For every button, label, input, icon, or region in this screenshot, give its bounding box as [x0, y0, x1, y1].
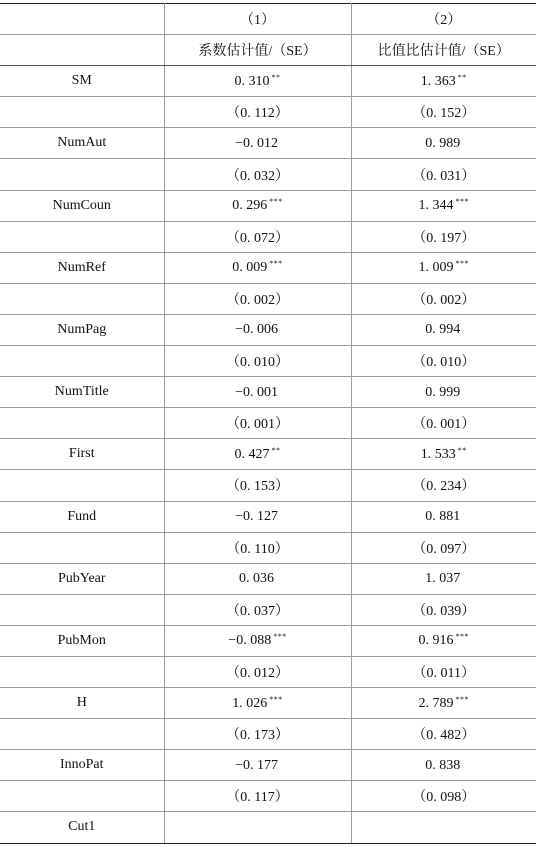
estimate-value: 0. 994 — [425, 322, 461, 338]
significance-stars: *** — [269, 259, 283, 269]
odds-ratio-estimate — [351, 501, 536, 532]
coef-estimate — [164, 688, 351, 719]
estimate-value: 0. 427 — [234, 446, 270, 462]
standard-error-row — [0, 346, 536, 377]
variable-name: NumRef — [0, 252, 164, 283]
estimate-value: 0. 296 — [232, 198, 268, 214]
coef-estimate — [164, 501, 351, 532]
standard-error-row — [0, 221, 536, 252]
coef-standard-error: （0. 037） — [164, 594, 351, 625]
coef-estimate — [164, 128, 351, 159]
odds-ratio-standard-error: （0. 010） — [351, 346, 536, 377]
estimate-value: 0. 999 — [425, 384, 461, 400]
empty-label-cell — [0, 719, 164, 750]
standard-error-row — [0, 283, 536, 314]
empty-cell — [164, 812, 351, 843]
estimate-value: 1. 026 — [232, 695, 268, 711]
coef-standard-error: （0. 032） — [164, 159, 351, 190]
empty-label-cell — [0, 656, 164, 687]
regression-table — [0, 3, 536, 844]
coef-estimate — [164, 750, 351, 781]
estimate-value: 1. 363 — [420, 73, 456, 89]
odds-ratio-standard-error: （0. 031） — [351, 159, 536, 190]
estimate-value: 0. 916 — [418, 633, 454, 649]
empty-label-cell — [0, 97, 164, 128]
odds-ratio-standard-error: （0. 097） — [351, 532, 536, 563]
odds-ratio-estimate — [351, 252, 536, 283]
estimate-value: 1. 009 — [418, 260, 454, 276]
odds-ratio-estimate — [351, 750, 536, 781]
empty-cell — [351, 812, 536, 843]
header-coef-label: 系数估计值/（SE） — [164, 35, 351, 66]
odds-ratio-standard-error: （0. 039） — [351, 594, 536, 625]
standard-error-row — [0, 470, 536, 501]
odds-ratio-standard-error: （0. 001） — [351, 408, 536, 439]
estimate-value: 0. 881 — [425, 509, 461, 525]
coef-standard-error: （0. 002） — [164, 283, 351, 314]
odds-ratio-standard-error: （0. 002） — [351, 283, 536, 314]
estimate-row — [0, 66, 536, 97]
estimate-row — [0, 563, 536, 594]
odds-ratio-estimate — [351, 439, 536, 470]
header-model-1: （1） — [164, 4, 351, 35]
variable-name: PubMon — [0, 625, 164, 656]
odds-ratio-standard-error: （0. 011） — [351, 656, 536, 687]
significance-stars: *** — [455, 259, 469, 269]
odds-ratio-standard-error: （0. 098） — [351, 781, 536, 812]
coef-estimate — [164, 190, 351, 221]
variable-name: First — [0, 439, 164, 470]
coef-estimate — [164, 66, 351, 97]
standard-error-row — [0, 532, 536, 563]
odds-ratio-standard-error: （0. 482） — [351, 719, 536, 750]
estimate-value: 1. 533 — [420, 446, 456, 462]
estimate-value: −0. 088 — [228, 633, 272, 649]
standard-error-row — [0, 408, 536, 439]
variable-name: NumCoun — [0, 190, 164, 221]
variable-name: H — [0, 688, 164, 719]
significance-stars: *** — [455, 632, 469, 642]
estimate-row — [0, 252, 536, 283]
estimate-value: 2. 789 — [418, 695, 454, 711]
standard-error-row — [0, 159, 536, 190]
header-model-2: （2） — [351, 4, 536, 35]
significance-stars: ** — [457, 445, 467, 455]
empty-label-cell — [0, 159, 164, 190]
significance-stars: *** — [455, 197, 469, 207]
empty-label-cell — [0, 221, 164, 252]
estimate-row — [0, 128, 536, 159]
empty-label-cell — [0, 594, 164, 625]
standard-error-row — [0, 594, 536, 625]
variable-name: PubYear — [0, 563, 164, 594]
variable-name: InnoPat — [0, 750, 164, 781]
estimate-value: 1. 344 — [418, 198, 454, 214]
standard-error-row — [0, 719, 536, 750]
coef-estimate — [164, 314, 351, 345]
header-odds-label: 比值比估计值/（SE） — [351, 35, 536, 66]
standard-error-row — [0, 97, 536, 128]
significance-stars: *** — [273, 632, 287, 642]
significance-stars: *** — [269, 694, 283, 704]
variable-name: NumAut — [0, 128, 164, 159]
standard-error-row — [0, 781, 536, 812]
coef-estimate — [164, 439, 351, 470]
odds-ratio-estimate — [351, 625, 536, 656]
odds-ratio-estimate — [351, 314, 536, 345]
estimate-value: −0. 177 — [235, 757, 278, 773]
odds-ratio-standard-error: （0. 197） — [351, 221, 536, 252]
odds-ratio-estimate — [351, 190, 536, 221]
coef-estimate — [164, 625, 351, 656]
odds-ratio-estimate — [351, 128, 536, 159]
standard-error-row — [0, 656, 536, 687]
variable-name: Fund — [0, 501, 164, 532]
odds-ratio-standard-error: （0. 152） — [351, 97, 536, 128]
estimate-value: −0. 006 — [235, 322, 278, 338]
estimate-value: 0. 310 — [234, 73, 270, 89]
coef-standard-error: （0. 072） — [164, 221, 351, 252]
coef-standard-error: （0. 112） — [164, 97, 351, 128]
variable-name: SM — [0, 66, 164, 97]
odds-ratio-standard-error: （0. 234） — [351, 470, 536, 501]
significance-stars: ** — [457, 72, 467, 82]
empty-label-cell — [0, 532, 164, 563]
empty-label-cell — [0, 781, 164, 812]
header-row-estimate-type — [0, 35, 536, 66]
significance-stars: *** — [269, 197, 283, 207]
estimate-value: 0. 036 — [239, 571, 274, 587]
estimate-row — [0, 501, 536, 532]
odds-ratio-estimate — [351, 377, 536, 408]
estimate-row — [0, 314, 536, 345]
odds-ratio-estimate — [351, 563, 536, 594]
coef-estimate — [164, 563, 351, 594]
variable-name: NumPag — [0, 314, 164, 345]
coef-standard-error: （0. 153） — [164, 470, 351, 501]
header-empty-cell — [0, 35, 164, 66]
cut-row — [0, 812, 536, 843]
estimate-value: −0. 127 — [235, 509, 278, 525]
significance-stars: ** — [271, 445, 281, 455]
variable-name: Cut1 — [0, 812, 164, 843]
coef-estimate — [164, 377, 351, 408]
estimate-row — [0, 688, 536, 719]
estimate-value: −0. 001 — [235, 384, 278, 400]
estimate-value: 1. 037 — [425, 571, 461, 587]
coef-standard-error: （0. 117） — [164, 781, 351, 812]
empty-label-cell — [0, 408, 164, 439]
estimate-row — [0, 625, 536, 656]
estimate-value: 0. 989 — [425, 135, 461, 151]
coef-standard-error: （0. 001） — [164, 408, 351, 439]
estimate-value: 0. 838 — [425, 757, 461, 773]
empty-label-cell — [0, 346, 164, 377]
header-row-model-numbers — [0, 4, 536, 35]
coef-standard-error: （0. 012） — [164, 656, 351, 687]
estimate-row — [0, 750, 536, 781]
odds-ratio-estimate — [351, 688, 536, 719]
significance-stars: *** — [455, 694, 469, 704]
header-empty-cell — [0, 4, 164, 35]
estimate-row — [0, 190, 536, 221]
coef-estimate — [164, 252, 351, 283]
regression-table-page — [0, 3, 538, 866]
empty-label-cell — [0, 283, 164, 314]
estimate-row — [0, 377, 536, 408]
estimate-row — [0, 439, 536, 470]
coef-standard-error: （0. 110） — [164, 532, 351, 563]
odds-ratio-estimate — [351, 66, 536, 97]
empty-label-cell — [0, 470, 164, 501]
variable-name: NumTitle — [0, 377, 164, 408]
significance-stars: ** — [271, 72, 281, 82]
estimate-value: −0. 012 — [235, 135, 278, 151]
coef-standard-error: （0. 010） — [164, 346, 351, 377]
coef-standard-error: （0. 173） — [164, 719, 351, 750]
estimate-value: 0. 009 — [232, 260, 268, 276]
